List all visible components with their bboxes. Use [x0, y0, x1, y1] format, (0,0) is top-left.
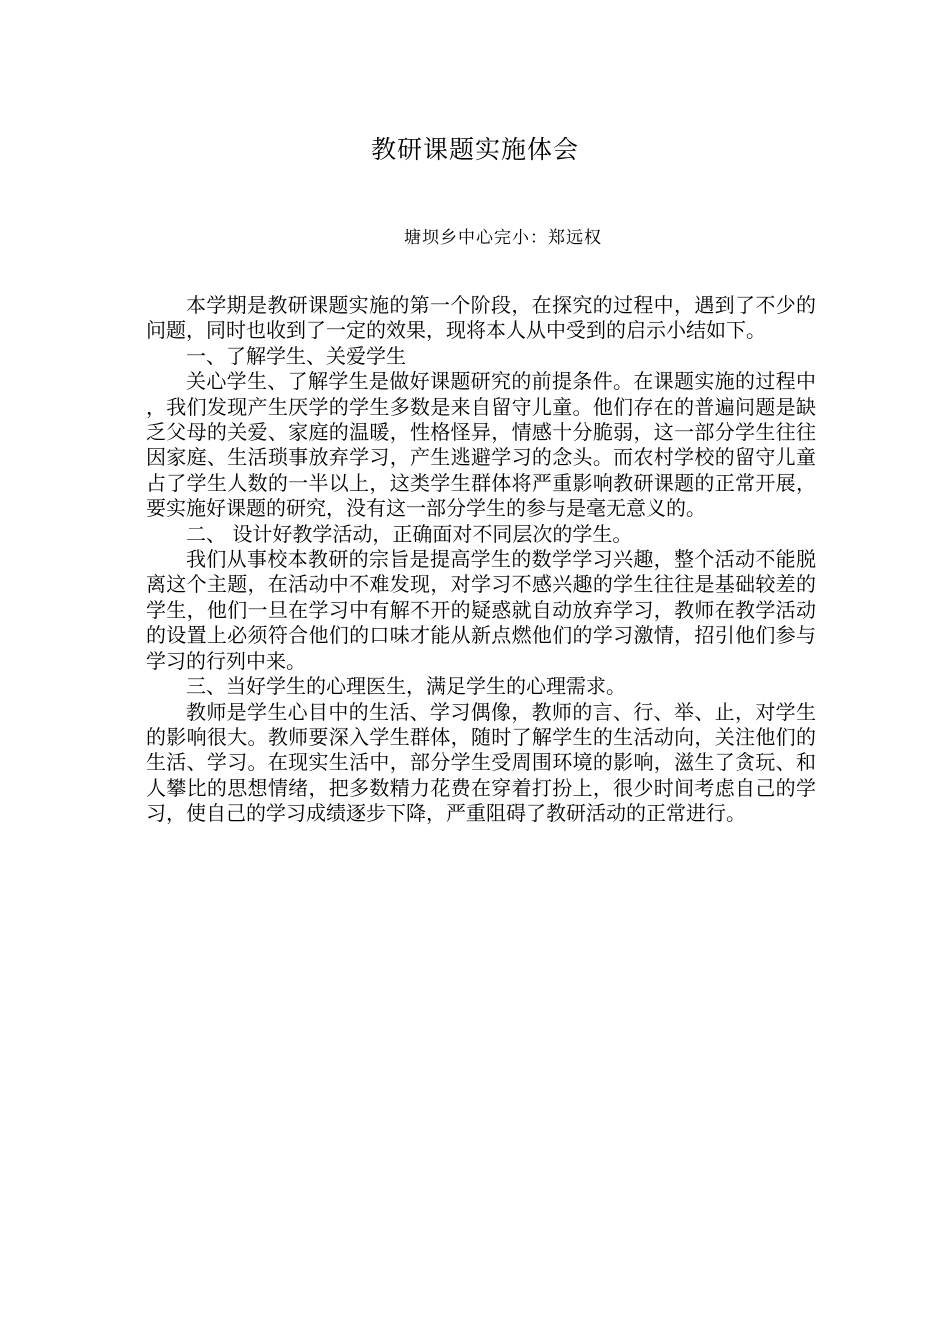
paragraph-section-3: 教师是学生心目中的生活、学习偶像，教师的言、行、举、止，对学生的影响很大。教师要深入学生群体，随时了解学生的生活动向，关注他们的生活、学习。在现实生活中，部分学生受周围环境的影响，滋生了贪玩、和人攀比的思想情绪，把多数精力花费在穿着打扮上，很少时间考虑自己的学习，使自己的学习成绩逐步下降，严重阻碍了教研活动的正常进行。 [146, 699, 816, 826]
author-line: 塘坝乡中心完小：郑远权 [404, 228, 602, 248]
document-title: 教研课题实施体会 [370, 135, 579, 164]
paragraph-intro: 本学期是教研课题实施的第一个阶段，在探究的过程中，遇到了不少的问题，同时也收到了一定的效果，现将本人从中受到的启示小结如下。 [146, 293, 816, 343]
paragraph-section-2: 我们从事校本教研的宗旨是提高学生的数学学习兴趣，整个活动不能脱离这个主题，在活动中不难发现，对学习不感兴趣的学生往往是基础较差的学生，他们一旦在学习中有解不开的疑惑就自动放弃学习，教师在教学活动的设置上必须符合他们的口味才能从新点燃他们的学习激情，招引他们参与学习的行列中来。 [146, 547, 816, 673]
section-heading-2: 二、 设计好教学活动，正确面对不同层次的学生。 [186, 521, 633, 546]
document-body [146, 293, 816, 827]
section-heading-1: 一、了解学生、关爱学生 [186, 343, 406, 368]
paragraph-section-1: 关心学生、了解学生是做好课题研究的前提条件。在课题实施的过程中，我们发现产生厌学的学生多数是来自留守儿童。他们存在的普遍问题是缺乏父母的关爱、家庭的温暖，性格怪异，情感十分脆弱，这一部分学生往往因家庭、生活琐事放弃学习，产生逃避学习的念头。而农村学校的留守儿童占了学生人数的一半以上，这类学生群体将严重影响教研课题的正常开展，要实施好课题的研究，没有这一部分学生的参与是毫无意义的。 [146, 369, 816, 521]
section-heading-3: 三、当好学生的心理医生，满足学生的心理需求。 [186, 674, 626, 699]
